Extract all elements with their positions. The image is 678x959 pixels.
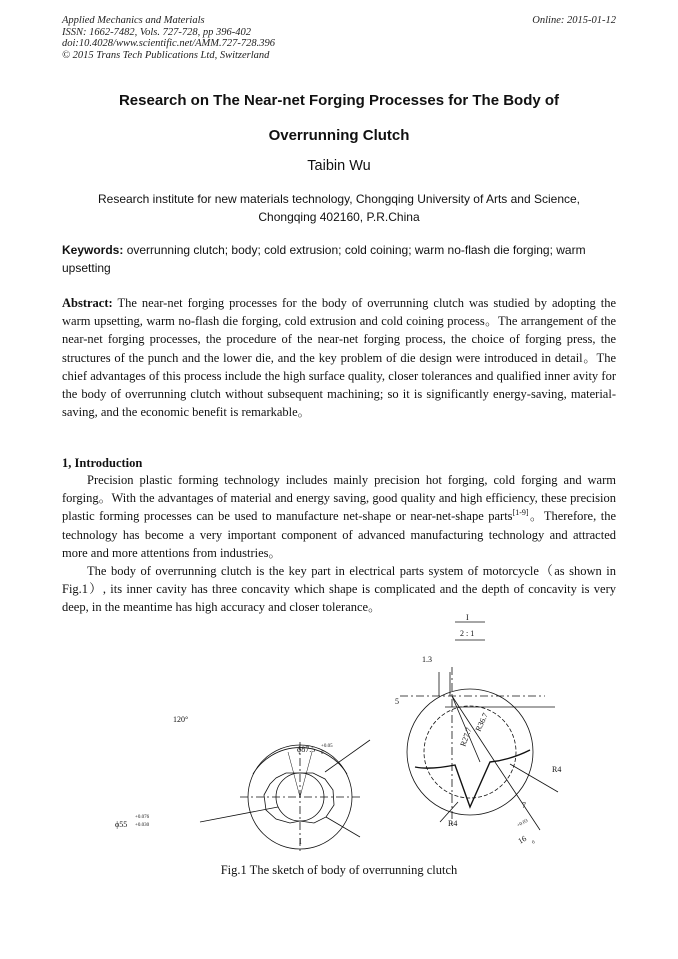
detail-label: I — [466, 613, 469, 622]
abstract — [62, 294, 616, 421]
radius-outer-label: R36.7 — [473, 711, 490, 733]
dim-16-tol-lower: 0 — [531, 840, 537, 846]
keywords-label: Keywords: — [62, 243, 124, 257]
right-outer-circle — [407, 689, 533, 815]
detail-scale: 2 : 1 — [460, 629, 475, 638]
abstract-text: The near-net forging processes for the body of overrunning clutch was studied by adopting the warm upsetting, warm no-flash die forging, cold extrusion and cold coining process。The arrangement of the near-net forging processes, the procedure of the near-net forging process, the choice of forging press, the structures of the punch and the lower die, and the key problem of die design were introduced in detail。The chief advantages of this process include the high surface quality, closer tolerances and qualified inner avity for the body of overrunning clutch without subsequent machining; so it is significantly energy-saving, material-saving, and the economic benefit is remarkable。 — [62, 296, 616, 420]
intro-paragraph-2: The body of overrunning clutch is the key part in electrical parts system of motorcycle（as shown in Fig.1）, its inner cavity has three concavity which shape is complicated and the depth of concavity is very deep, in the meantime has high accuracy and closer tolerance。 — [62, 564, 616, 615]
inner-dia-label: ϕ55 — [115, 820, 128, 829]
affiliation-line-2: Chongqing 402160, P.R.China — [258, 210, 420, 224]
outer-dia-tol-lower: 0 — [321, 751, 324, 756]
radius-inner-label: R27.7 — [458, 726, 474, 748]
r4-left-label: R4 — [448, 819, 458, 828]
figure-caption: Fig.1 The sketch of body of overrunning clutch — [220, 863, 458, 877]
keywords — [62, 241, 616, 277]
abstract-label: Abstract: — [62, 296, 113, 310]
inner-dia-tol-upper: +0.076 — [135, 815, 150, 820]
r4-right-label: R4 — [552, 765, 562, 774]
paper-title-line-2: Overrunning Clutch — [268, 127, 410, 144]
citation: [1-9] — [512, 508, 529, 518]
journal-name: Applied Mechanics and Materials — [62, 15, 205, 26]
r4-right-leader — [510, 764, 558, 792]
dim-16-tol-upper: +0.03 — [516, 818, 530, 829]
right-inner-circle — [424, 706, 516, 798]
paper-title-line-1: Research on The Near-net Forging Processes for The Body of — [118, 92, 560, 109]
angle-line-left — [288, 752, 300, 797]
dim-5: 5 — [395, 697, 399, 706]
section-mark: I — [299, 837, 302, 846]
section-leader — [326, 817, 360, 837]
left-cavity-outline — [264, 773, 334, 823]
copyright-line: © 2015 Trans Tech Publications Ltd, Switzerland — [62, 49, 270, 61]
figure-1-sketch — [100, 612, 580, 862]
dim-16-label: 16 — [516, 833, 528, 846]
inner-dia-tol-lower: +0.030 — [135, 823, 150, 828]
dim-16-line — [495, 762, 540, 830]
issn-line: ISSN: 1662-7482, Vols. 727-728, pp 396-402 — [62, 26, 251, 38]
doi-line: doi:10.4028/www.scientific.net/AMM.727-728.396 — [62, 38, 275, 49]
dim-7-label: 7 — [522, 801, 526, 810]
intro-p1-text-a: Precision plastic forming technology includes mainly precision hot forging, cold forging and warm forging。With the advantages of material and energy saving, good quality and high efficiency, these precision plastic forming processes can be used to manufacture net-shape or near-net-shape parts — [62, 473, 616, 524]
journal-header — [62, 15, 275, 61]
outer-dia-tol-upper: +0.05 — [321, 744, 333, 749]
angle-line-right — [300, 752, 312, 797]
angle-label: 120° — [173, 715, 189, 724]
section-heading: 1, Introduction — [62, 456, 143, 470]
keywords-text: overrunning clutch; body; cold extrusion; cold coining; warm no-flash die forging; warm upsetting — [62, 243, 586, 275]
dim-1-3: 1.3 — [422, 655, 432, 664]
affiliation — [62, 190, 616, 226]
online-date: Online: 2015-01-12 — [532, 15, 616, 26]
intro-p1-text-b: 。Therefore, the technology has become a very important component of advanced manufacturing technology and attracted more and more attentions from industries。 — [62, 509, 616, 560]
affiliation-line-1: Research institute for new materials technology, Chongqing University of Arts and Science, — [97, 192, 581, 206]
author-name: Taibin Wu — [307, 158, 371, 174]
inner-dia-leader — [200, 807, 278, 822]
outer-dia-label: ϕ87.5 — [297, 745, 316, 754]
intro-paragraph-1 — [62, 471, 616, 562]
